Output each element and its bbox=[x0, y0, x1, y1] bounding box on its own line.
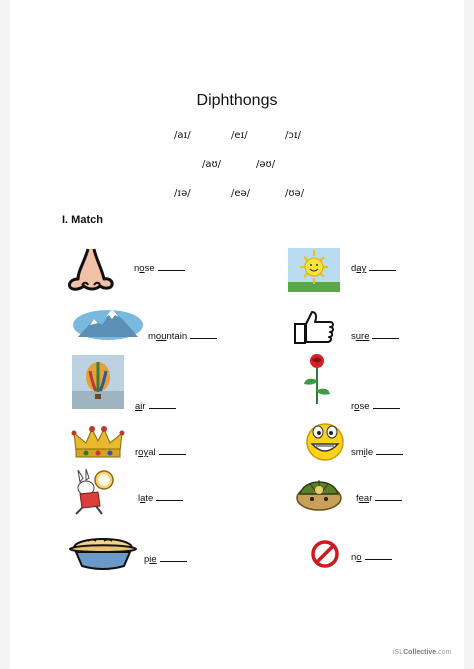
word-no: no bbox=[351, 551, 392, 563]
mountain-icon bbox=[72, 305, 144, 341]
page-title: Diphthongs bbox=[196, 92, 278, 109]
answer-blank[interactable] bbox=[149, 400, 176, 409]
word-rose: rose bbox=[351, 400, 400, 412]
phoneme-symbol: /ɔɪ/ bbox=[285, 130, 301, 141]
answer-blank[interactable] bbox=[160, 553, 187, 562]
answer-blank[interactable] bbox=[365, 551, 392, 560]
answer-blank[interactable] bbox=[372, 330, 399, 339]
nose-icon bbox=[64, 245, 116, 293]
hot-air-balloon-icon bbox=[72, 355, 124, 409]
crown-icon bbox=[70, 425, 126, 461]
phoneme-symbol: /aɪ/ bbox=[174, 130, 191, 141]
answer-blank[interactable] bbox=[375, 492, 402, 501]
answer-blank[interactable] bbox=[159, 446, 186, 455]
turtle-icon bbox=[294, 472, 344, 512]
word-smile: smile bbox=[351, 446, 403, 458]
word-sure: sure bbox=[351, 330, 399, 342]
no-sign-icon bbox=[310, 539, 340, 569]
word-air: air bbox=[135, 400, 176, 412]
word-pie: pie bbox=[144, 553, 187, 565]
answer-blank[interactable] bbox=[190, 330, 217, 339]
word-nose: nose bbox=[134, 262, 185, 274]
word-day: day bbox=[351, 262, 396, 274]
answer-blank[interactable] bbox=[369, 262, 396, 271]
answer-blank[interactable] bbox=[158, 262, 185, 271]
white-rabbit-icon bbox=[72, 468, 118, 516]
sun-icon bbox=[288, 248, 340, 292]
worksheet-page bbox=[10, 0, 464, 669]
answer-blank[interactable] bbox=[373, 400, 400, 409]
phoneme-symbol: /ɪə/ bbox=[174, 188, 191, 199]
pie-icon bbox=[66, 532, 140, 572]
phoneme-symbol: /aʊ/ bbox=[202, 159, 222, 170]
word-late: late bbox=[138, 492, 183, 504]
site-watermark: iSLCollective.com bbox=[393, 649, 452, 656]
section-heading: I. Match bbox=[62, 214, 103, 226]
rose-icon bbox=[300, 352, 334, 406]
word-mountain: mountain bbox=[148, 330, 217, 342]
thumbs-up-icon bbox=[292, 310, 338, 346]
answer-blank[interactable] bbox=[156, 492, 183, 501]
phoneme-symbol: /eə/ bbox=[231, 188, 251, 199]
phoneme-symbol: /ʊə/ bbox=[285, 188, 305, 199]
word-fear: fear bbox=[356, 492, 402, 504]
answer-blank[interactable] bbox=[376, 446, 403, 455]
phoneme-symbol: /eɪ/ bbox=[231, 130, 248, 141]
phoneme-symbol: /əʊ/ bbox=[256, 159, 276, 170]
word-royal: royal bbox=[135, 446, 186, 458]
smiley-icon bbox=[302, 418, 348, 464]
